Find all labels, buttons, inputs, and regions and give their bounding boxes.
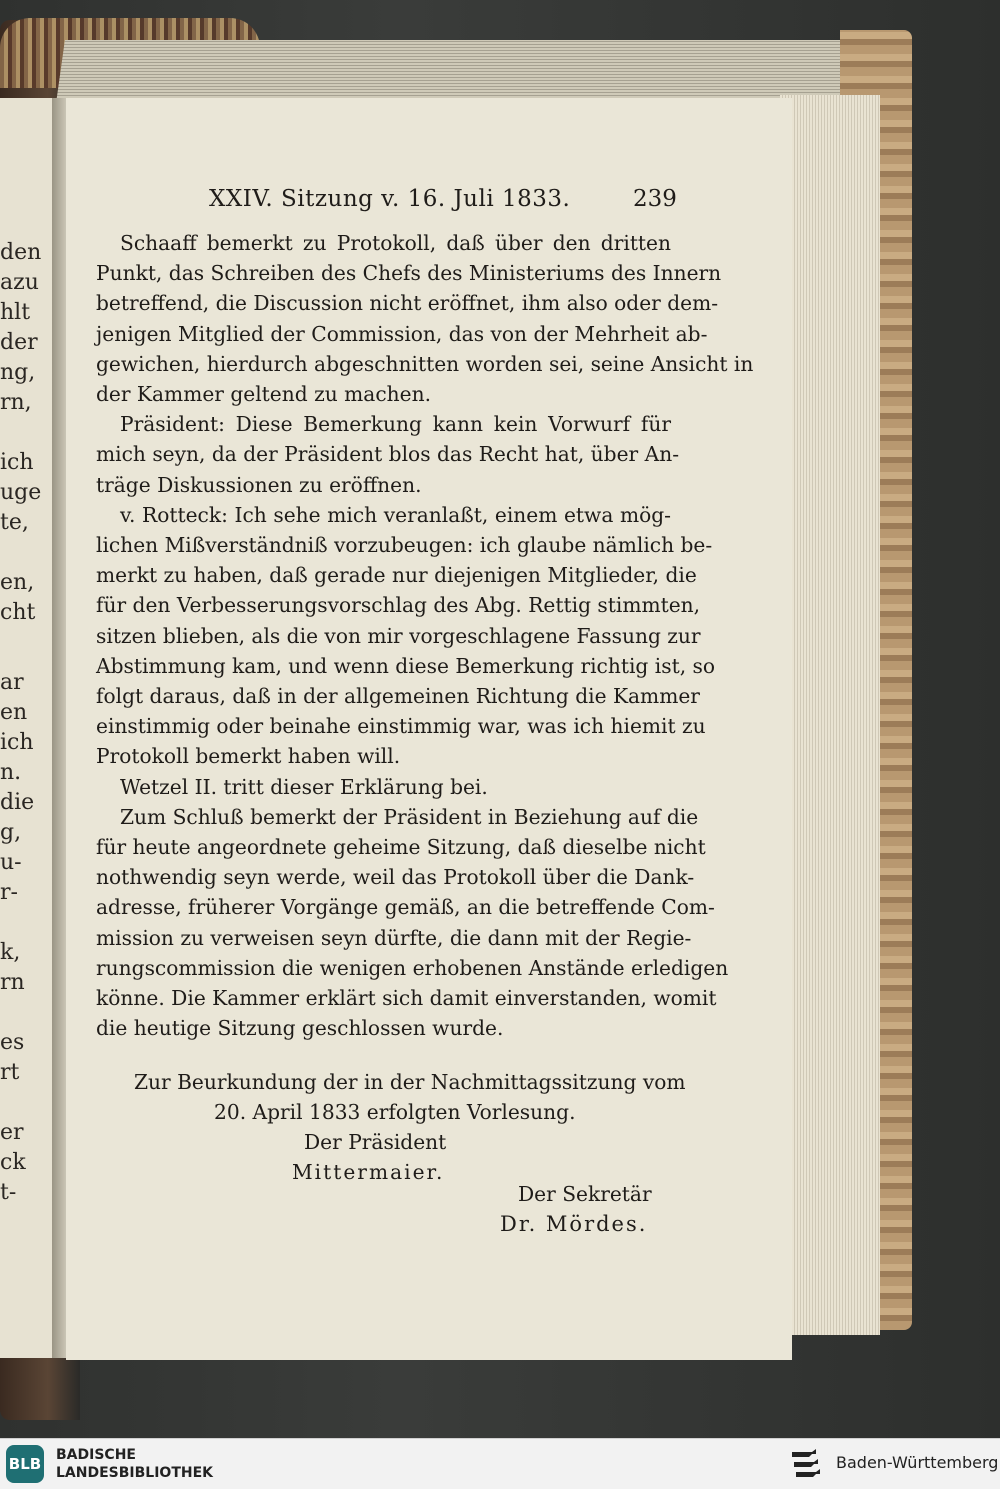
body-line: nothwendig seyn werde, weil das Protokoll über die Dank- bbox=[96, 865, 695, 890]
left-page-fragment: rn bbox=[0, 970, 25, 995]
body-line: für heute angeordnete geheime Sitzung, daß dieselbe nicht bbox=[96, 835, 706, 859]
left-page-fragment: rn, bbox=[0, 390, 32, 415]
state-name[interactable]: Baden-Württemberg bbox=[836, 1453, 999, 1472]
body-line: mission zu verweisen seyn dürfte, die dann mit der Regie- bbox=[96, 925, 692, 950]
body-line: sitzen blieben, als die von mir vorgeschlagene Fassung zur bbox=[96, 623, 701, 648]
president-name: Mittermaier. bbox=[292, 1160, 445, 1184]
blb-logo-icon[interactable]: BLB bbox=[6, 1445, 44, 1483]
body-line: träge Diskussionen zu eröffnen. bbox=[96, 472, 422, 497]
closing-line-1: Zur Beurkundung der in der Nachmittagssitzung vom bbox=[134, 1070, 686, 1094]
left-page-fragment: te, bbox=[0, 510, 29, 535]
left-page-fragment: ar bbox=[0, 670, 24, 695]
body-line: mich seyn, da der Präsident blos das Recht hat, über An- bbox=[96, 442, 680, 467]
library-name-line-1: BADISCHE bbox=[56, 1447, 136, 1463]
body-line: merkt zu haben, daß gerade nur diejenigen Mitglieder, die bbox=[96, 563, 697, 588]
left-page-fragment: cht bbox=[0, 600, 36, 625]
bw-lions-icon[interactable] bbox=[788, 1447, 824, 1481]
body-line: Abstimmung kam, und wenn diese Bemerkung richtig ist, so bbox=[96, 653, 716, 678]
left-page-fragment: hlt bbox=[0, 300, 31, 325]
library-name[interactable] bbox=[56, 1446, 213, 1482]
footer-bar bbox=[0, 1438, 1000, 1489]
right-page bbox=[66, 98, 792, 1360]
left-page-fragment: die bbox=[0, 790, 35, 815]
body-line: könne. Die Kammer erklärt sich damit einverstanden, womit bbox=[96, 986, 717, 1010]
body-line: jenigen Mitglied der Commission, das von der Mehrheit ab- bbox=[96, 321, 708, 346]
left-page-fragment: en bbox=[0, 700, 28, 725]
secretary-title: Der Sekretär bbox=[518, 1182, 652, 1206]
body-line: der Kammer geltend zu machen. bbox=[96, 382, 431, 406]
left-page-fragment: der bbox=[0, 330, 38, 355]
running-title: XXIV. Sitzung v. 16. Juli 1833. bbox=[209, 186, 571, 212]
left-page-fragment: rt bbox=[0, 1060, 20, 1085]
body-line: Wetzel II. tritt dieser Erklärung bei. bbox=[120, 774, 488, 799]
body-line: die heutige Sitzung geschlossen wurde. bbox=[96, 1016, 504, 1041]
president-title: Der Präsident bbox=[304, 1130, 447, 1154]
left-page bbox=[0, 98, 58, 1358]
body-line: rungscommission die wenigen erhobenen Anstände erledigen bbox=[96, 955, 729, 980]
body-line: betreffend, die Discussion nicht eröffnet, ihm also oder dem- bbox=[96, 291, 719, 316]
left-page-fragment: ich bbox=[0, 730, 34, 755]
left-page-fragment: k, bbox=[0, 940, 21, 965]
left-page-fragment: azu bbox=[0, 270, 39, 295]
body-line: lichen Mißverständniß vorzubeugen: ich glaube nämlich be- bbox=[96, 533, 713, 557]
body-line: Zum Schluß bemerkt der Präsident in Beziehung auf die bbox=[120, 804, 699, 829]
body-line: Punkt, das Schreiben des Chefs des Ministeriums des Innern bbox=[96, 261, 722, 286]
left-page-fragment: en, bbox=[0, 570, 35, 595]
left-page-fragment: n. bbox=[0, 760, 22, 785]
body-line: gewichen, hierdurch abgeschnitten worden sei, seine Ansicht in bbox=[96, 351, 754, 376]
left-page-fragment: t- bbox=[0, 1180, 17, 1205]
left-page-fragment: es bbox=[0, 1030, 25, 1055]
left-page-fragment: uge bbox=[0, 480, 42, 505]
left-page-fragment: u- bbox=[0, 850, 22, 875]
body-line: Präsident: Diese Bemerkung kann kein Vorwurf für bbox=[120, 412, 671, 437]
page-block-fore-edge bbox=[780, 95, 880, 1335]
body-line: einstimmig oder beinahe einstimmig war, was ich hiemit zu bbox=[96, 714, 706, 739]
secretary-name: Dr. Mördes. bbox=[500, 1212, 648, 1236]
body-line: v. Rotteck: Ich sehe mich veranlaßt, einem etwa mög- bbox=[120, 502, 671, 527]
left-page-fragment: ich bbox=[0, 450, 34, 475]
left-page-fragment: ck bbox=[0, 1150, 26, 1175]
left-page-fragment: den bbox=[0, 240, 42, 265]
left-page-fragment: r- bbox=[0, 880, 18, 905]
left-page-fragment: ng, bbox=[0, 360, 36, 385]
body-line: folgt daraus, daß in der allgemeinen Richtung die Kammer bbox=[96, 684, 700, 708]
closing-line-2: 20. April 1833 erfolgten Vorlesung. bbox=[214, 1100, 576, 1124]
page-number: 239 bbox=[633, 186, 677, 212]
left-page-fragment: er bbox=[0, 1120, 24, 1145]
body-line: Schaaff bemerkt zu Protokoll, daß über den dritten bbox=[120, 231, 671, 255]
body-line: Protokoll bemerkt haben will. bbox=[96, 744, 401, 769]
body-line: für den Verbesserungsvorschlag des Abg. Rettig stimmten, bbox=[96, 593, 701, 618]
left-page-fragment: g, bbox=[0, 820, 22, 845]
library-name-line-2: LANDESBIBLIOTHEK bbox=[56, 1465, 214, 1481]
body-line: adresse, früherer Vorgänge gemäß, an die betreffende Com- bbox=[96, 895, 715, 920]
